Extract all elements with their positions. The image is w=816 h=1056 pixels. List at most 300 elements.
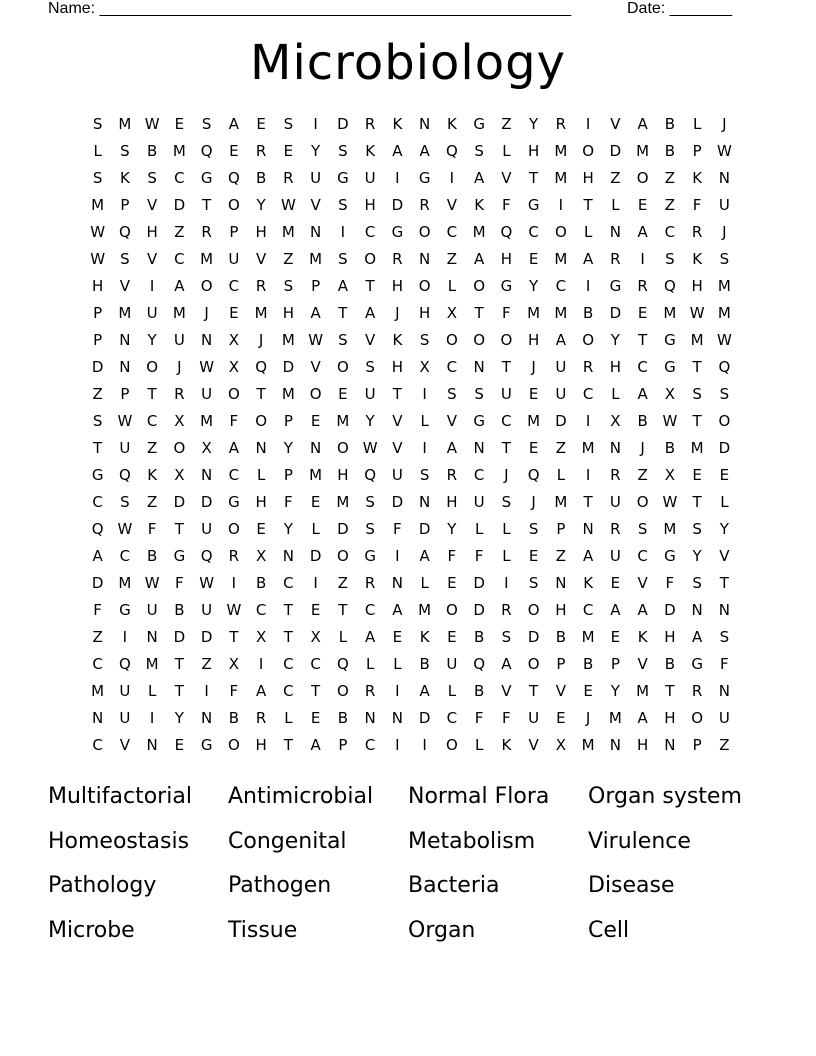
- grid-letter[interactable]: Y: [311, 142, 321, 160]
- grid-letter[interactable]: D: [609, 304, 622, 322]
- grid-letter[interactable]: V: [637, 574, 648, 592]
- grid-letter[interactable]: O: [445, 736, 458, 754]
- grid-letter[interactable]: A: [691, 628, 703, 646]
- grid-letter[interactable]: O: [336, 358, 349, 376]
- grid-letter[interactable]: S: [365, 358, 375, 376]
- grid-letter[interactable]: H: [391, 277, 404, 295]
- grid-letter[interactable]: H: [364, 196, 376, 214]
- grid-letter[interactable]: K: [637, 628, 648, 646]
- grid-letter[interactable]: K: [419, 628, 430, 646]
- grid-letter[interactable]: X: [228, 655, 240, 673]
- grid-letter[interactable]: E: [528, 385, 539, 403]
- grid-letter[interactable]: P: [283, 466, 293, 484]
- grid-letter[interactable]: Q: [527, 466, 540, 484]
- grid-letter[interactable]: I: [422, 439, 427, 457]
- grid-letter[interactable]: D: [282, 358, 295, 376]
- grid-letter[interactable]: W: [90, 250, 106, 268]
- grid-letter[interactable]: S: [665, 250, 675, 268]
- grid-letter[interactable]: H: [636, 736, 649, 754]
- grid-letter[interactable]: J: [531, 493, 536, 511]
- grid-letter[interactable]: J: [585, 709, 591, 727]
- grid-letter[interactable]: R: [446, 466, 458, 484]
- grid-letter[interactable]: F: [474, 547, 484, 565]
- grid-letter[interactable]: I: [122, 628, 128, 646]
- grid-letter[interactable]: E: [256, 520, 266, 538]
- grid-letter[interactable]: I: [422, 736, 427, 754]
- grid-letter[interactable]: O: [582, 331, 595, 349]
- grid-letter[interactable]: M: [118, 304, 132, 322]
- grid-letter[interactable]: E: [256, 115, 266, 133]
- grid-letter[interactable]: A: [419, 142, 430, 160]
- grid-letter[interactable]: H: [255, 223, 267, 241]
- grid-letter[interactable]: W: [716, 142, 732, 160]
- grid-letter[interactable]: A: [337, 277, 348, 295]
- grid-letter[interactable]: V: [119, 736, 130, 754]
- grid-letter[interactable]: S: [719, 385, 730, 403]
- grid-letter[interactable]: U: [201, 601, 213, 619]
- grid-letter[interactable]: M: [418, 601, 432, 619]
- grid-letter[interactable]: S: [719, 628, 730, 646]
- grid-letter[interactable]: Z: [555, 439, 567, 457]
- grid-letter[interactable]: X: [555, 736, 567, 754]
- grid-letter[interactable]: P: [610, 655, 620, 673]
- grid-letter[interactable]: O: [582, 142, 595, 160]
- grid-letter[interactable]: T: [583, 493, 593, 511]
- grid-letter[interactable]: R: [582, 358, 594, 376]
- grid-letter[interactable]: K: [501, 736, 512, 754]
- grid-letter[interactable]: H: [255, 493, 267, 511]
- grid-letter[interactable]: F: [502, 196, 511, 214]
- grid-letter[interactable]: L: [611, 385, 620, 403]
- grid-letter[interactable]: M: [690, 331, 704, 349]
- grid-letter[interactable]: S: [365, 520, 375, 538]
- grid-letter[interactable]: R: [255, 709, 267, 727]
- grid-letter[interactable]: Y: [610, 682, 620, 700]
- grid-letter[interactable]: I: [504, 574, 509, 592]
- grid-letter[interactable]: C: [364, 223, 376, 241]
- grid-letter[interactable]: Q: [500, 223, 513, 241]
- grid-letter[interactable]: G: [200, 169, 213, 187]
- grid-letter[interactable]: M: [554, 304, 568, 322]
- grid-letter[interactable]: N: [119, 331, 131, 349]
- grid-letter[interactable]: U: [119, 682, 131, 700]
- grid-letter[interactable]: L: [474, 520, 484, 538]
- grid-letter[interactable]: N: [310, 439, 322, 457]
- grid-letter[interactable]: X: [228, 358, 240, 376]
- grid-letter[interactable]: V: [501, 169, 512, 187]
- grid-letter[interactable]: T: [665, 682, 675, 700]
- grid-letter[interactable]: E: [174, 736, 185, 754]
- grid-letter[interactable]: P: [692, 736, 702, 754]
- grid-letter[interactable]: L: [720, 493, 729, 511]
- grid-letter[interactable]: T: [256, 385, 266, 403]
- grid-letter[interactable]: M: [200, 412, 214, 430]
- grid-letter[interactable]: U: [310, 169, 322, 187]
- grid-letter[interactable]: E: [229, 304, 239, 322]
- grid-letter[interactable]: G: [473, 115, 485, 133]
- grid-letter[interactable]: M: [554, 142, 568, 160]
- grid-letter[interactable]: W: [716, 331, 732, 349]
- grid-letter[interactable]: U: [364, 385, 376, 403]
- grid-letter[interactable]: H: [691, 277, 703, 295]
- grid-letter[interactable]: M: [309, 250, 323, 268]
- grid-letter[interactable]: M: [581, 439, 595, 457]
- grid-letter[interactable]: N: [582, 520, 594, 538]
- grid-letter[interactable]: N: [718, 169, 730, 187]
- grid-letter[interactable]: K: [392, 115, 403, 133]
- grid-letter[interactable]: M: [172, 304, 186, 322]
- grid-letter[interactable]: S: [419, 331, 430, 349]
- grid-letter[interactable]: H: [527, 331, 540, 349]
- grid-letter[interactable]: F: [229, 682, 239, 700]
- grid-letter[interactable]: F: [474, 709, 484, 727]
- grid-letter[interactable]: O: [227, 196, 240, 214]
- grid-letter[interactable]: B: [582, 304, 594, 322]
- grid-letter[interactable]: D: [718, 439, 731, 457]
- grid-letter[interactable]: G: [173, 547, 186, 565]
- grid-letter[interactable]: J: [258, 331, 264, 349]
- grid-letter[interactable]: J: [395, 304, 400, 322]
- grid-letter[interactable]: E: [583, 682, 593, 700]
- grid-letter[interactable]: K: [119, 169, 130, 187]
- grid-letter[interactable]: A: [582, 250, 594, 268]
- grid-letter[interactable]: G: [691, 655, 703, 673]
- grid-letter[interactable]: V: [310, 196, 321, 214]
- grid-letter[interactable]: C: [637, 358, 648, 376]
- grid-letter[interactable]: A: [637, 115, 648, 133]
- grid-letter[interactable]: D: [527, 628, 540, 646]
- grid-letter[interactable]: C: [555, 277, 567, 295]
- grid-letter[interactable]: M: [608, 709, 622, 727]
- grid-letter[interactable]: I: [449, 169, 455, 187]
- grid-letter[interactable]: C: [364, 601, 376, 619]
- grid-letter[interactable]: M: [554, 493, 568, 511]
- grid-letter[interactable]: I: [258, 655, 264, 673]
- grid-letter[interactable]: G: [500, 277, 513, 295]
- grid-letter[interactable]: R: [691, 223, 703, 241]
- grid-letter[interactable]: X: [228, 331, 240, 349]
- grid-letter[interactable]: T: [93, 439, 103, 457]
- grid-letter[interactable]: A: [310, 736, 321, 754]
- grid-letter[interactable]: A: [637, 385, 648, 403]
- grid-letter[interactable]: E: [610, 628, 621, 646]
- grid-letter[interactable]: K: [446, 115, 457, 133]
- grid-letter[interactable]: U: [609, 547, 621, 565]
- grid-letter[interactable]: E: [528, 547, 539, 565]
- grid-letter[interactable]: R: [255, 277, 267, 295]
- grid-letter[interactable]: M: [200, 250, 214, 268]
- grid-letter[interactable]: H: [664, 709, 676, 727]
- grid-letter[interactable]: G: [337, 169, 349, 187]
- grid-letter[interactable]: I: [313, 574, 318, 592]
- grid-letter[interactable]: N: [391, 709, 403, 727]
- grid-letter[interactable]: U: [201, 520, 213, 538]
- grid-letter[interactable]: D: [391, 493, 404, 511]
- grid-letter[interactable]: P: [283, 412, 293, 430]
- grid-letter[interactable]: I: [395, 736, 400, 754]
- grid-letter[interactable]: V: [528, 736, 539, 754]
- grid-letter[interactable]: E: [229, 142, 239, 160]
- grid-letter[interactable]: Y: [147, 331, 157, 349]
- grid-letter[interactable]: E: [528, 439, 539, 457]
- grid-letter[interactable]: V: [637, 655, 648, 673]
- grid-letter[interactable]: L: [611, 196, 620, 214]
- grid-letter[interactable]: K: [692, 169, 703, 187]
- grid-letter[interactable]: W: [662, 412, 678, 430]
- grid-letter[interactable]: Z: [92, 385, 103, 403]
- grid-letter[interactable]: O: [527, 655, 540, 673]
- grid-letter[interactable]: D: [200, 493, 213, 511]
- grid-letter[interactable]: D: [391, 196, 404, 214]
- grid-letter[interactable]: B: [255, 169, 267, 187]
- grid-letter[interactable]: Y: [529, 115, 539, 133]
- grid-letter[interactable]: C: [364, 736, 376, 754]
- grid-letter[interactable]: N: [609, 736, 621, 754]
- grid-letter[interactable]: N: [609, 439, 621, 457]
- grid-letter[interactable]: X: [664, 385, 676, 403]
- grid-letter[interactable]: C: [637, 547, 648, 565]
- grid-letter[interactable]: S: [365, 493, 375, 511]
- grid-letter[interactable]: E: [310, 709, 321, 727]
- grid-letter[interactable]: Z: [174, 223, 185, 241]
- grid-letter[interactable]: I: [340, 223, 346, 241]
- grid-letter[interactable]: V: [119, 277, 130, 295]
- grid-letter[interactable]: I: [395, 682, 400, 700]
- grid-letter[interactable]: P: [93, 331, 103, 349]
- grid-letter[interactable]: S: [338, 196, 348, 214]
- grid-letter[interactable]: N: [419, 250, 431, 268]
- grid-letter[interactable]: A: [473, 250, 485, 268]
- grid-letter[interactable]: F: [720, 655, 729, 673]
- grid-letter[interactable]: Z: [146, 493, 158, 511]
- grid-letter[interactable]: L: [692, 115, 702, 133]
- grid-letter[interactable]: Y: [283, 439, 293, 457]
- grid-letter[interactable]: D: [473, 574, 485, 592]
- grid-letter[interactable]: W: [90, 223, 106, 241]
- grid-letter[interactable]: O: [227, 520, 240, 538]
- grid-letter[interactable]: Y: [692, 547, 702, 565]
- grid-letter[interactable]: X: [310, 628, 321, 646]
- grid-letter[interactable]: U: [201, 385, 213, 403]
- grid-letter[interactable]: B: [337, 709, 349, 727]
- grid-letter[interactable]: V: [392, 439, 403, 457]
- grid-letter[interactable]: U: [528, 709, 540, 727]
- grid-letter[interactable]: K: [365, 142, 376, 160]
- grid-letter[interactable]: S: [637, 520, 648, 538]
- grid-letter[interactable]: Y: [174, 709, 184, 727]
- grid-letter[interactable]: Q: [227, 169, 240, 187]
- grid-letter[interactable]: B: [664, 439, 676, 457]
- grid-letter[interactable]: A: [582, 547, 594, 565]
- grid-letter[interactable]: R: [610, 250, 621, 268]
- grid-letter[interactable]: F: [665, 574, 675, 592]
- grid-letter[interactable]: E: [283, 142, 294, 160]
- grid-letter[interactable]: G: [664, 358, 676, 376]
- grid-letter[interactable]: R: [201, 223, 212, 241]
- grid-letter[interactable]: Y: [365, 412, 375, 430]
- grid-letter[interactable]: C: [283, 655, 294, 673]
- grid-letter[interactable]: O: [636, 169, 649, 187]
- grid-letter[interactable]: R: [174, 385, 185, 403]
- grid-letter[interactable]: E: [447, 574, 457, 592]
- grid-letter[interactable]: N: [201, 466, 213, 484]
- grid-letter[interactable]: Q: [336, 655, 349, 673]
- grid-letter[interactable]: U: [500, 385, 512, 403]
- grid-letter[interactable]: W: [689, 304, 705, 322]
- grid-letter[interactable]: V: [146, 250, 158, 268]
- grid-letter[interactable]: H: [527, 142, 540, 160]
- grid-letter[interactable]: O: [336, 547, 349, 565]
- grid-letter[interactable]: O: [636, 493, 649, 511]
- grid-letter[interactable]: N: [718, 682, 730, 700]
- grid-letter[interactable]: H: [609, 358, 622, 376]
- grid-letter[interactable]: M: [118, 574, 132, 592]
- grid-letter[interactable]: C: [528, 223, 539, 241]
- grid-letter[interactable]: I: [422, 385, 427, 403]
- grid-letter[interactable]: O: [418, 223, 431, 241]
- grid-letter[interactable]: G: [228, 493, 240, 511]
- grid-letter[interactable]: P: [120, 385, 130, 403]
- grid-letter[interactable]: A: [446, 439, 457, 457]
- grid-letter[interactable]: J: [640, 439, 645, 457]
- grid-letter[interactable]: T: [692, 412, 702, 430]
- grid-letter[interactable]: U: [718, 196, 730, 214]
- grid-letter[interactable]: I: [395, 547, 400, 565]
- grid-letter[interactable]: O: [473, 331, 486, 349]
- grid-letter[interactable]: R: [610, 466, 621, 484]
- grid-letter[interactable]: T: [283, 628, 293, 646]
- grid-letter[interactable]: O: [718, 412, 731, 430]
- grid-letter[interactable]: S: [338, 250, 348, 268]
- grid-letter[interactable]: C: [582, 385, 594, 403]
- grid-letter[interactable]: C: [146, 412, 158, 430]
- grid-letter[interactable]: A: [473, 169, 485, 187]
- grid-letter[interactable]: U: [446, 655, 458, 673]
- grid-letter[interactable]: P: [93, 304, 103, 322]
- grid-letter[interactable]: H: [255, 736, 267, 754]
- grid-letter[interactable]: T: [229, 628, 239, 646]
- grid-letter[interactable]: H: [91, 277, 104, 295]
- grid-letter[interactable]: L: [474, 736, 484, 754]
- grid-letter[interactable]: N: [119, 358, 131, 376]
- grid-letter[interactable]: X: [174, 412, 185, 430]
- grid-letter[interactable]: T: [338, 304, 348, 322]
- grid-letter[interactable]: B: [255, 574, 267, 592]
- grid-letter[interactable]: B: [146, 547, 158, 565]
- grid-letter[interactable]: M: [281, 223, 295, 241]
- grid-letter[interactable]: D: [418, 520, 431, 538]
- grid-letter[interactable]: S: [501, 628, 512, 646]
- grid-letter[interactable]: O: [554, 223, 567, 241]
- grid-letter[interactable]: M: [527, 304, 541, 322]
- grid-letter[interactable]: M: [281, 331, 295, 349]
- grid-letter[interactable]: H: [282, 304, 295, 322]
- grid-letter[interactable]: W: [662, 493, 678, 511]
- grid-letter[interactable]: U: [555, 385, 567, 403]
- grid-letter[interactable]: P: [120, 196, 130, 214]
- grid-letter[interactable]: V: [610, 115, 621, 133]
- grid-letter[interactable]: W: [199, 358, 215, 376]
- grid-letter[interactable]: S: [120, 250, 130, 268]
- grid-letter[interactable]: M: [91, 682, 105, 700]
- grid-letter[interactable]: Q: [118, 223, 131, 241]
- grid-letter[interactable]: G: [664, 331, 676, 349]
- grid-letter[interactable]: S: [338, 331, 348, 349]
- grid-letter[interactable]: M: [717, 304, 731, 322]
- grid-letter[interactable]: Z: [555, 547, 567, 565]
- grid-letter[interactable]: Y: [610, 331, 620, 349]
- grid-letter[interactable]: T: [365, 277, 375, 295]
- grid-letter[interactable]: J: [531, 358, 536, 376]
- grid-letter[interactable]: O: [500, 331, 513, 349]
- grid-letter[interactable]: U: [119, 709, 131, 727]
- grid-letter[interactable]: N: [364, 709, 376, 727]
- grid-letter[interactable]: T: [283, 601, 293, 619]
- grid-letter[interactable]: I: [585, 412, 591, 430]
- grid-letter[interactable]: U: [146, 304, 158, 322]
- grid-letter[interactable]: D: [173, 196, 186, 214]
- grid-letter[interactable]: T: [474, 304, 484, 322]
- grid-letter[interactable]: D: [418, 709, 431, 727]
- grid-letter[interactable]: D: [309, 547, 322, 565]
- grid-letter[interactable]: T: [719, 574, 729, 592]
- grid-letter[interactable]: V: [446, 196, 457, 214]
- grid-letter[interactable]: A: [637, 601, 648, 619]
- grid-letter[interactable]: C: [228, 277, 240, 295]
- grid-letter[interactable]: O: [336, 682, 349, 700]
- grid-letter[interactable]: E: [392, 628, 403, 646]
- grid-letter[interactable]: M: [663, 304, 677, 322]
- grid-letter[interactable]: G: [364, 547, 376, 565]
- grid-letter[interactable]: R: [283, 169, 294, 187]
- grid-letter[interactable]: A: [419, 682, 430, 700]
- grid-letter[interactable]: N: [473, 358, 485, 376]
- grid-letter[interactable]: O: [445, 331, 458, 349]
- grid-letter[interactable]: S: [92, 115, 103, 133]
- grid-letter[interactable]: Z: [501, 115, 512, 133]
- grid-letter[interactable]: C: [119, 547, 131, 565]
- grid-letter[interactable]: G: [609, 277, 622, 295]
- grid-letter[interactable]: S: [120, 493, 130, 511]
- grid-letter[interactable]: Q: [118, 466, 131, 484]
- grid-letter[interactable]: T: [147, 385, 157, 403]
- grid-letter[interactable]: N: [146, 736, 158, 754]
- grid-letter[interactable]: X: [610, 412, 621, 430]
- grid-letter[interactable]: X: [446, 304, 458, 322]
- grid-letter[interactable]: R: [501, 601, 512, 619]
- grid-letter[interactable]: X: [419, 358, 430, 376]
- grid-letter[interactable]: I: [231, 574, 237, 592]
- grid-letter[interactable]: C: [446, 709, 458, 727]
- grid-letter[interactable]: U: [146, 601, 158, 619]
- grid-letter[interactable]: T: [638, 331, 648, 349]
- grid-letter[interactable]: O: [227, 736, 240, 754]
- grid-letter[interactable]: A: [255, 682, 267, 700]
- grid-letter[interactable]: E: [637, 304, 648, 322]
- grid-letter[interactable]: V: [392, 412, 403, 430]
- grid-letter[interactable]: M: [118, 115, 132, 133]
- grid-letter[interactable]: R: [555, 115, 567, 133]
- grid-letter[interactable]: L: [256, 466, 266, 484]
- grid-letter[interactable]: F: [147, 520, 157, 538]
- grid-letter[interactable]: W: [280, 196, 296, 214]
- grid-letter[interactable]: W: [199, 574, 215, 592]
- grid-letter[interactable]: H: [391, 358, 404, 376]
- grid-letter[interactable]: L: [147, 682, 157, 700]
- grid-letter[interactable]: D: [91, 574, 104, 592]
- grid-letter[interactable]: D: [473, 601, 485, 619]
- grid-letter[interactable]: W: [117, 412, 133, 430]
